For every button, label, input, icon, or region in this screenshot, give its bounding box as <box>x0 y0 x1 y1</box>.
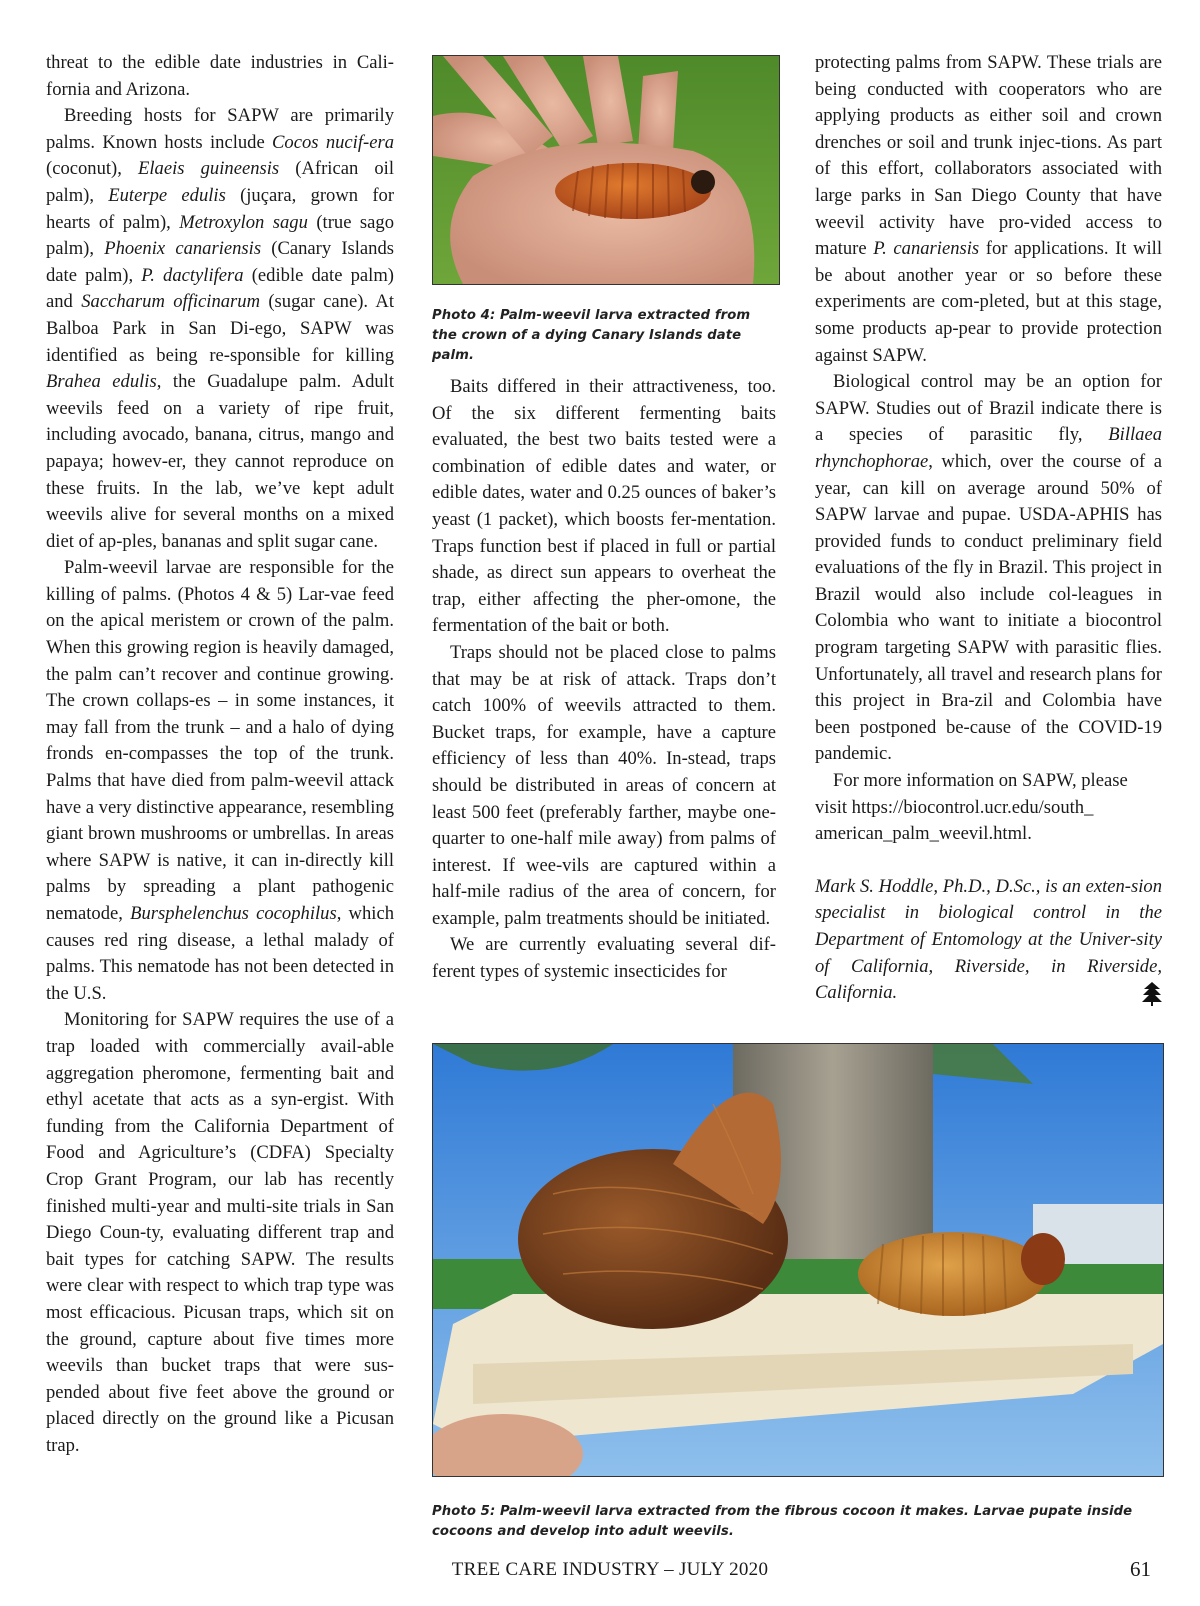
page-number: 61 <box>1130 1557 1151 1581</box>
tree-end-mark-icon <box>1142 982 1162 1015</box>
paragraph: Palm-weevil larvae are responsible for the killing of palms. (Photos 4 & 5) Lar-vae feed on the apical meristem or crown of the palm. When this growing region is heavily damaged, the palm can’t recover and continue growing. The crown collaps-es – in some instances, it may fall from the trunk – and a halo of dying fronds en-compasses the top of the trunk. Palms that have died from palm-weevil attack have a very distinctive appearance, resembling giant brown mushrooms or umbrellas. In areas where SAPW is native, it can in-directly kill palms by spreading a plant pathogenic nematode, Bursphelenchus cocophilus, which causes red ring disease, a lethal malady of palms. This nematode has not been detected in the U.S. <box>46 557 394 1004</box>
paragraph: Biological control may be an option for SAPW. Studies out of Brazil indicate there is a species of parasitic fly, Billaea rhynchophorae, which, over the course of a year, can kill on average around 50% of SAPW larvae and pupae. USDA-APHIS has provided funds to conduct preliminary field evaluations of the fly in Brazil. This project in Brazil would also include col-leagues in Colombia who want to initiate a biocontrol program targeting SAPW with parasitic flies. Unfortunately, all travel and research plans for this project in Bra-zil and Colombia have been postponed be-cause of the COVID-19 pandemic. <box>815 371 1162 765</box>
paragraph: Baits differed in their attractiveness, too. Of the six different fermenting baits evaluated, the best two baits tested were a combination of edible dates and water, or edible dates, water and 0.25 ounces of baker’s yeast (1 packet), which boosts fer-mentation. Traps function best if placed in full or partial shade, as direct sun appears to overheat the trap, either affecting the pher-omone, the fermentation of the bait or both. <box>432 376 776 637</box>
author-byline: Mark S. Hoddle, Ph.D., D.Sc., is an exten-sion specialist in biological control in the Department of Entomology at the Univer-sity of California, Riverside, in Riverside, California. <box>815 874 1162 1007</box>
column-3 <box>815 50 1162 1015</box>
photo-4-caption: Photo 4: Palm-weevil larva extracted from the crown of a dying Canary Islands date palm. <box>432 308 751 363</box>
paragraph: Breeding hosts for SAPW are primarily palms. Known hosts include Cocos nucif-era (coconut), Elaeis guineensis (African oil palm), Euterpe edulis (juçara, grown for hearts of palm), Metroxylon sagu (true sago palm), Phoenix canariensis (Canary Islands date palm), P. dactylifera (edible date palm) and Saccharum officinarum (sugar cane). At Balboa Park in San Di-ego, SAPW was identified as being re-sponsible for killing Brahea edulis, the Guadalupe palm. Adult weevils feed on a variety of ripe fruit, including avocado, banana, citrus, mango and papaya; howev-er, they cannot reproduce on these fruits. In the lab, we’ve kept adult weevils alive for several months on a mixed diet of ap-ples, bananas and split sugar cane. <box>46 105 395 552</box>
paragraph: protecting palms from SAPW. These trials are being conducted with cooperators who are applying products as either soil and crown drenches or soil and trunk injec-tions. As part of this effort, collaborators associated with large parks in San Diego County that have weevil activity have pro-vided access to mature P. canariensis for applications. It will be about another year or so before these experiments are com-pleted, but at this stage, some products ap-pear to provide protection against SAPW. <box>815 52 1162 366</box>
photo-5-larva-and-cocoon <box>432 1043 1164 1477</box>
larva-cocoon-image <box>433 1044 1163 1476</box>
page-footer: TREE CARE INDUSTRY – JULY 2020 <box>451 1559 769 1580</box>
photo-5-caption: Photo 5: Palm-weevil larva extracted from the fibrous cocoon it makes. Larvae pupate inside cocoons and develop into adult weevils. <box>432 1504 1133 1539</box>
paragraph: Monitoring for SAPW requires the use of a trap loaded with commercially avail-able aggregation pheromone, fermenting bait and ethyl acetate that acts as a syn-ergist. With funding from the California Department of Food and Agriculture’s (CDFA) Specialty Crop Grant Program, our lab has recently finished multi-year and multi-site trials in San Diego Coun-ty, evaluating different trap and bait types for catching SAPW. The results were clear with respect to which trap type was most efficacious. Picusan traps, which sit on the ground, capture about five times more weevils than bucket traps that were sus-pended about five feet above the ground or placed directly on the ground like a Picusan trap. <box>46 1009 394 1456</box>
column-2 <box>432 374 776 986</box>
paragraph: Traps should not be placed close to palms that may be at risk of attack. Traps don’t catch 100% of weevils attracted to them. Bucket traps, for example, have a capture efficiency of less than 40%. In-stead, traps should be distributed in areas of concern at least 500 feet (preferably farther, maybe one-quarter to one-half mile away) from palms of interest. If wee-vils are captured within a half-mile radius of the area of concern, for example, palm treatments should be initiated. <box>432 641 776 929</box>
column-1 <box>46 50 394 1459</box>
paragraph: threat to the edible date industries in Cali-fornia and Arizona. <box>46 52 394 100</box>
larva-hand-image <box>433 56 779 284</box>
paragraph: For more information on SAPW, please visit https://biocontrol.ucr.edu/south_ american_palm_weevil.html. <box>815 770 1128 845</box>
paragraph: We are currently evaluating several dif-ferent types of systemic insecticides for <box>432 934 776 983</box>
photo-4-larva-on-hand <box>432 55 780 285</box>
